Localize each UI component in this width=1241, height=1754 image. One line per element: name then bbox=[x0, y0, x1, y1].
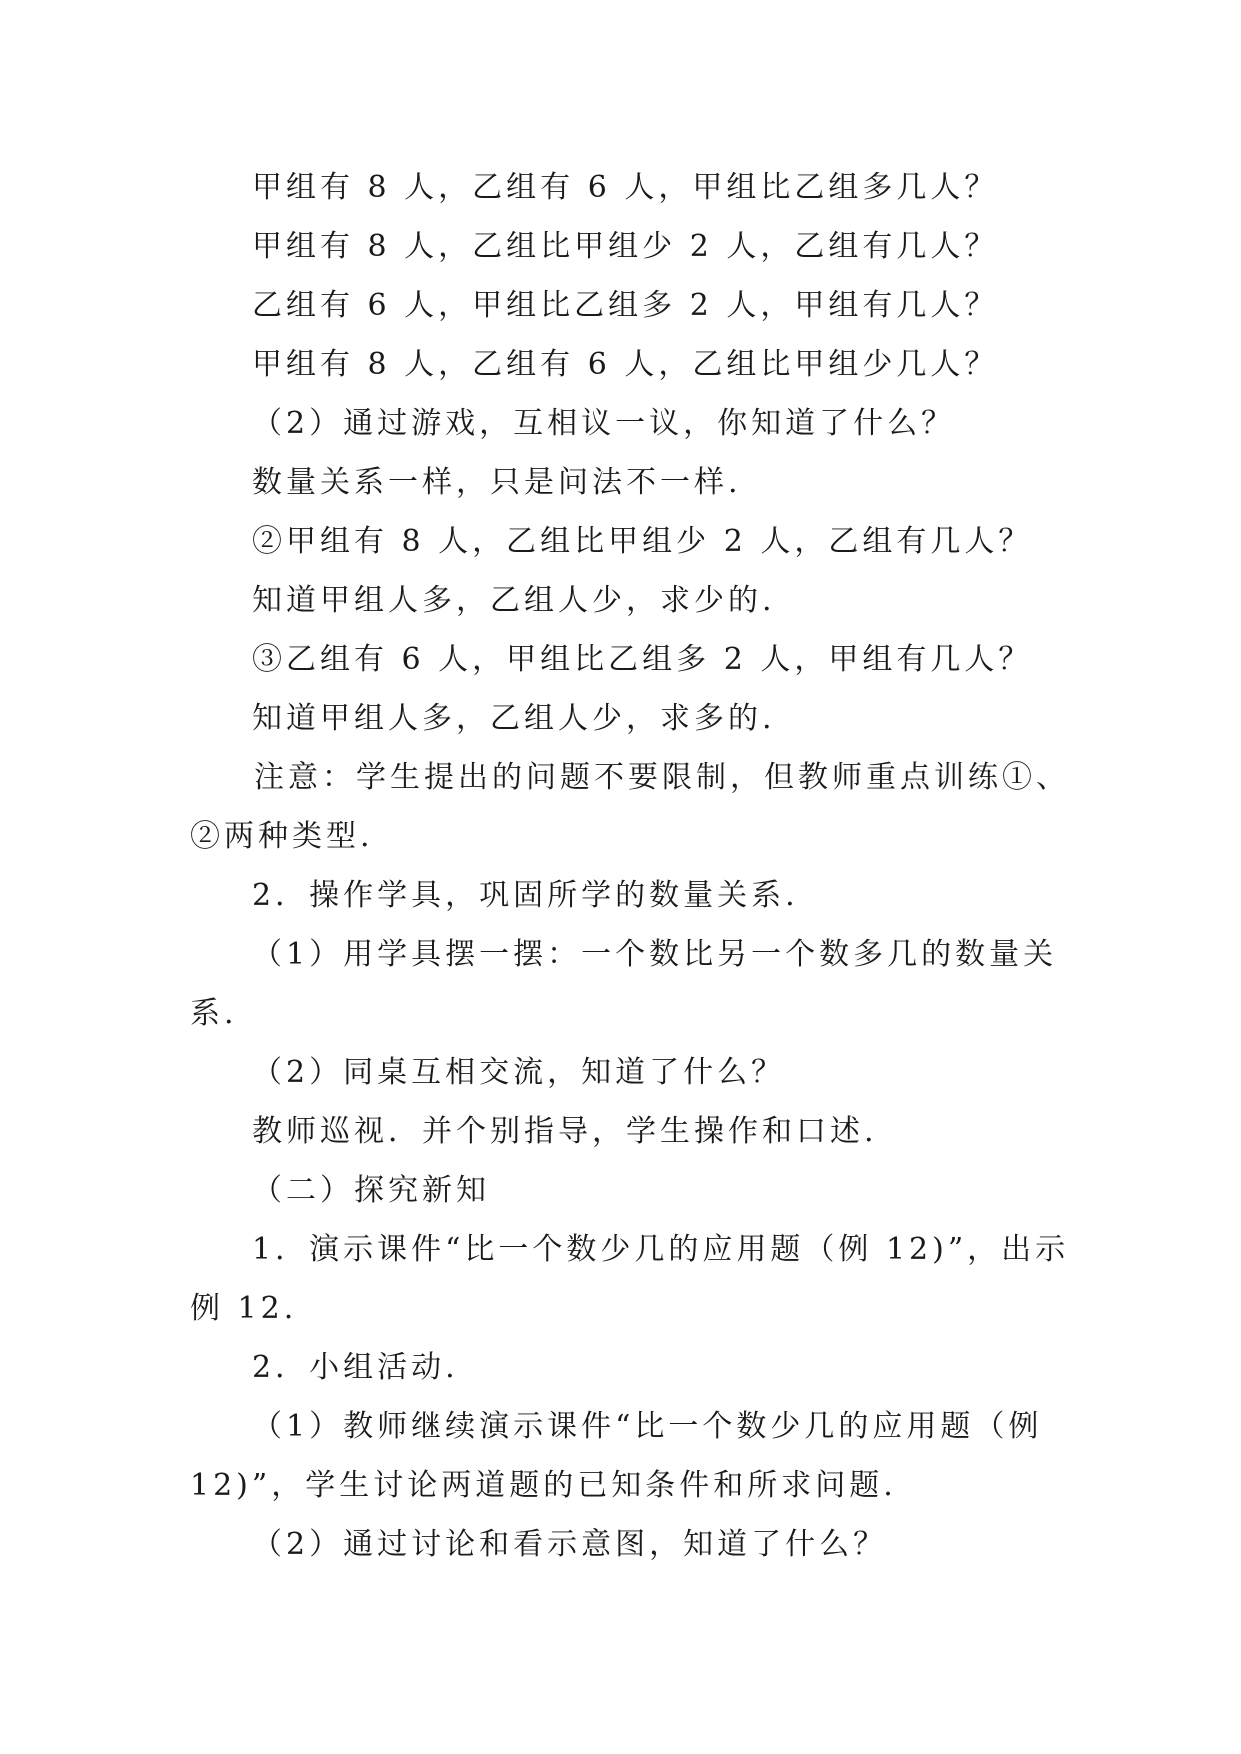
text-line: 12)”，学生讨论两道题的已知条件和所求问题. bbox=[190, 1468, 897, 1503]
text-line: 甲组有 8 人，乙组有 6 人，乙组比甲组少几人？ bbox=[252, 347, 999, 382]
text-line: （2）通过游戏，互相议一议，你知道了什么？ bbox=[252, 406, 956, 441]
text-line: 教师巡视．并个别指导，学生操作和口述. bbox=[252, 1114, 878, 1149]
text-line: 2．操作学具，巩固所学的数量关系. bbox=[252, 878, 799, 913]
text-line: 系. bbox=[190, 996, 238, 1031]
text-line: （2）同桌互相交流，知道了什么？ bbox=[252, 1055, 786, 1090]
text-line: （2）通过讨论和看示意图，知道了什么？ bbox=[252, 1527, 888, 1562]
text-line: 乙组有 6 人，甲组比乙组多 2 人，甲组有几人？ bbox=[252, 288, 999, 323]
text-line: 注意：学生提出的问题不要限制，但教师重点训练①、 bbox=[254, 760, 1070, 795]
text-line: （1）教师继续演示课件“比一个数少几的应用题（例 bbox=[252, 1409, 1043, 1444]
text-line: 甲组有 8 人，乙组比甲组少 2 人，乙组有几人？ bbox=[252, 229, 999, 264]
text-line: 数量关系一样，只是问法不一样. bbox=[252, 465, 742, 500]
text-line: 例 12. bbox=[190, 1291, 298, 1326]
text-line: 甲组有 8 人，乙组有 6 人，甲组比乙组多几人？ bbox=[252, 170, 999, 205]
text-line: ③乙组有 6 人，甲组比乙组多 2 人，甲组有几人？ bbox=[252, 642, 1033, 677]
text-line: ②甲组有 8 人，乙组比甲组少 2 人，乙组有几人？ bbox=[252, 524, 1033, 559]
text-line: （1）用学具摆一摆：一个数比另一个数多几的数量关 bbox=[252, 937, 1058, 972]
document-body bbox=[190, 158, 1070, 1574]
text-line: 1．演示课件“比一个数少几的应用题（例 12)”，出示 bbox=[252, 1232, 1070, 1267]
text-line: 知道甲组人多，乙组人少，求少的. bbox=[252, 583, 776, 618]
text-line: ②两种类型. bbox=[190, 819, 374, 854]
text-line: 知道甲组人多，乙组人少，求多的. bbox=[252, 701, 776, 736]
text-line: 2．小组活动. bbox=[252, 1350, 459, 1385]
text-line: （二）探究新知 bbox=[252, 1173, 490, 1208]
